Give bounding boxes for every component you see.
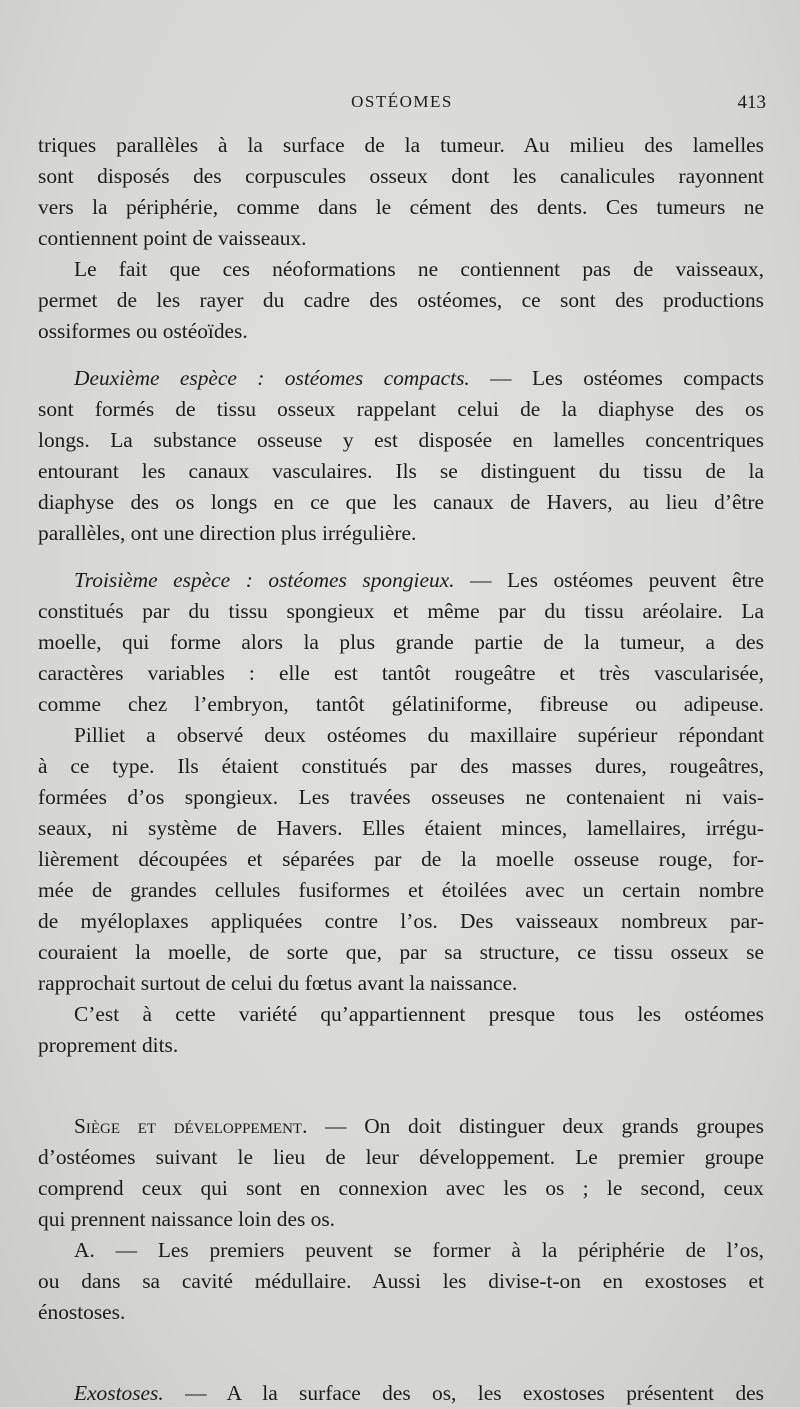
text-run: — Les ostéomes peuvent être xyxy=(454,568,765,592)
text-line: A. — Les premiers peuvent se former à la périphérie de l’os, xyxy=(74,1238,764,1262)
section-deuxieme-espece xyxy=(38,363,764,549)
text-line: caractères variables : elle est tantôt rougeâtre et très vascularisée, xyxy=(38,661,764,685)
running-title: OSTÉOMES xyxy=(351,92,453,111)
text-line: comme chez l’embryon, tantôt gélatiniforme, fibreuse ou adipeuse. xyxy=(38,692,764,716)
text-line: lièrement découpées et séparées par de la moelle osseuse rouge, for- xyxy=(38,847,764,871)
text-line: ossiformes ou ostéoïdes. xyxy=(38,319,248,343)
text-line: formées d’os spongieux. Les travées osseuses ne contenaient ni vais- xyxy=(38,785,764,809)
section-heading: Deuxième espèce : ostéomes compacts. xyxy=(74,366,470,390)
text-line: contiennent point de vaisseaux. xyxy=(38,226,307,250)
section-siege-developpement xyxy=(38,1111,764,1235)
text-line: longs. La substance osseuse y est disposée en lamelles concentriques xyxy=(38,428,764,452)
text-line: couraient la moelle, de sorte que, par sa structure, ce tissu osseux se xyxy=(38,940,764,964)
section-troisieme-espece xyxy=(38,565,764,720)
text-line: comprend ceux qui sont en connexion avec les os ; le second, ceux xyxy=(38,1176,764,1200)
page-header xyxy=(38,88,766,118)
text-line: vers la périphérie, comme dans le cément des dents. Ces tumeurs ne xyxy=(38,195,764,219)
text-line: diaphyse des os longs en ce que les canaux de Havers, au lieu d’être xyxy=(38,490,764,514)
text-line: constitués par du tissu spongieux et même par du tissu aréolaire. La xyxy=(38,599,764,623)
text-line xyxy=(38,565,764,596)
spacer xyxy=(38,347,764,363)
page-number: 413 xyxy=(737,92,766,113)
section-heading: Troisième espèce : ostéomes spongieux. xyxy=(74,568,455,592)
page-body xyxy=(38,130,764,1409)
paragraph-a xyxy=(38,1235,764,1328)
text-line: permet de les rayer du cadre des ostéomes, ce sont des productions xyxy=(38,288,764,312)
section-exostoses xyxy=(38,1378,764,1409)
text-run: — On doit distinguer deux grands groupes xyxy=(307,1114,764,1138)
text-run: — A la surface des os, les exostoses présentent des xyxy=(163,1381,764,1405)
text-line: ou dans sa cavité médullaire. Aussi les divise-t-on en exostoses et xyxy=(38,1269,764,1293)
text-line: de myéloplaxes appliquées contre l’os. Des vaisseaux nombreux par- xyxy=(38,909,764,933)
text-line: qui prennent naissance loin des os. xyxy=(38,1207,336,1231)
text-line: sont disposés des corpuscules osseux dont les canalicules rayonnent xyxy=(38,164,764,188)
text-line: énostoses. xyxy=(38,1300,126,1324)
text-line xyxy=(38,363,764,394)
text-line: Le fait que ces néoformations ne contiennent pas de vaisseaux, xyxy=(74,257,764,281)
spacer xyxy=(38,549,764,565)
text-line: à ce type. Ils étaient constitués par des masses dures, rougeâtres, xyxy=(38,754,764,778)
text-line: d’ostéomes suivant le lieu de leur développement. Le premier groupe xyxy=(38,1145,764,1169)
section-heading: Siège et développement. xyxy=(74,1114,308,1138)
text-line: seaux, ni système de Havers. Elles étaient minces, lamellaires, irrégu- xyxy=(38,816,764,840)
text-line xyxy=(38,1378,764,1409)
text-line: mée de grandes cellules fusiformes et étoilées avec un certain nombre xyxy=(38,878,764,902)
paragraph-2 xyxy=(38,254,764,347)
text-line: C’est à cette variété qu’appartiennent presque tous les ostéomes xyxy=(74,1002,764,1026)
text-line: parallèles, ont une direction plus irrégulière. xyxy=(38,521,417,545)
text-line: sont formés de tissu osseux rappelant celui de la diaphyse des os xyxy=(38,397,764,421)
text-line: Pilliet a observé deux ostéomes du maxillaire supérieur répondant xyxy=(74,723,764,747)
text-run: — Les ostéomes compacts xyxy=(469,366,764,390)
text-line: moelle, qui forme alors la plus grande partie de la tumeur, a des xyxy=(38,630,764,654)
paragraph-variete xyxy=(38,999,764,1061)
text-line: entourant les canaux vasculaires. Ils se distinguent du tissu de la xyxy=(38,459,764,483)
section-heading: Exostoses. xyxy=(74,1381,164,1405)
text-line: proprement dits. xyxy=(38,1033,179,1057)
paragraph-1 xyxy=(38,130,764,254)
spacer xyxy=(38,1328,764,1378)
paragraph-pilliet xyxy=(38,720,764,999)
text-line xyxy=(38,1111,764,1142)
spacer xyxy=(38,1061,764,1111)
text-line: triques parallèles à la surface de la tumeur. Au milieu des lamelles xyxy=(38,133,764,157)
text-line: rapprochait surtout de celui du fœtus avant la naissance. xyxy=(38,971,518,995)
